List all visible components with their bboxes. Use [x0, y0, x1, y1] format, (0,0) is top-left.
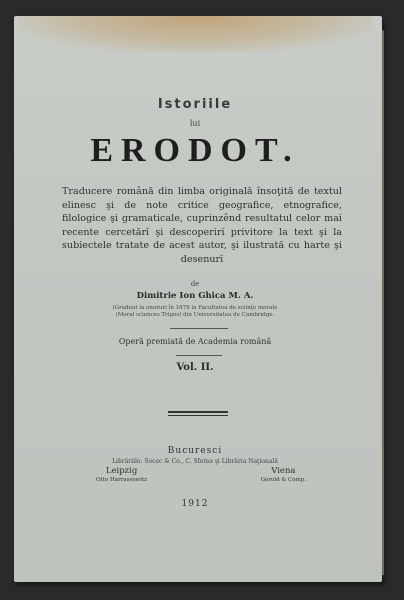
publication-city: Bucuresci	[167, 446, 223, 456]
title-istoriile: Istoriile	[157, 97, 233, 112]
leipzig-city: Leipzig	[105, 466, 138, 476]
author-credentials-line-2: (Moral sciences Tripos) din Universitatea de Cambridge.	[115, 312, 275, 318]
distribution-row	[96, 466, 306, 483]
vienna-city: Viena	[271, 466, 296, 476]
by-label: de	[190, 280, 200, 288]
author-credentials-line-1: (Graduat la onoruri în 1879 la Facultatea de sciinţe morale	[112, 305, 278, 311]
vienna-col	[261, 466, 306, 483]
author-credentials	[40, 305, 350, 319]
publishers: Librăriile: Socec & Co., C. Sfetea şi Librăria Naţională	[112, 458, 278, 465]
leipzig-publisher: Otto Harrassowitz	[96, 477, 148, 483]
award-note: Operă premiată de Academia română	[118, 337, 272, 346]
author-name: Dimitrie Ion Ghica M. A.	[136, 291, 254, 301]
leipzig-col	[96, 466, 147, 483]
foxing-stain	[18, 16, 373, 52]
subtitle-description: Traducere română din limba originală însoţită de textul elinesc şi de note critice geografice, etnografice, filologice şi gramaticale, cuprinzênd resultatul celor maĭ recente cercetărĭ şi descoperirĭ privitore la text şi la subiectele tratate de acest autor, şi ilustrată cu harte şi desenurĭ	[62, 186, 342, 265]
title-lui: lui	[189, 119, 201, 128]
double-rule	[168, 411, 228, 416]
title-erodot: ERODOT.	[90, 132, 300, 169]
publication-year: 1912	[181, 499, 209, 509]
divider-rule	[176, 355, 222, 356]
divider-rule	[170, 328, 228, 329]
vienna-publisher: Gerold & Comp.	[260, 477, 306, 483]
volume-number: Vol. II.	[176, 362, 214, 373]
